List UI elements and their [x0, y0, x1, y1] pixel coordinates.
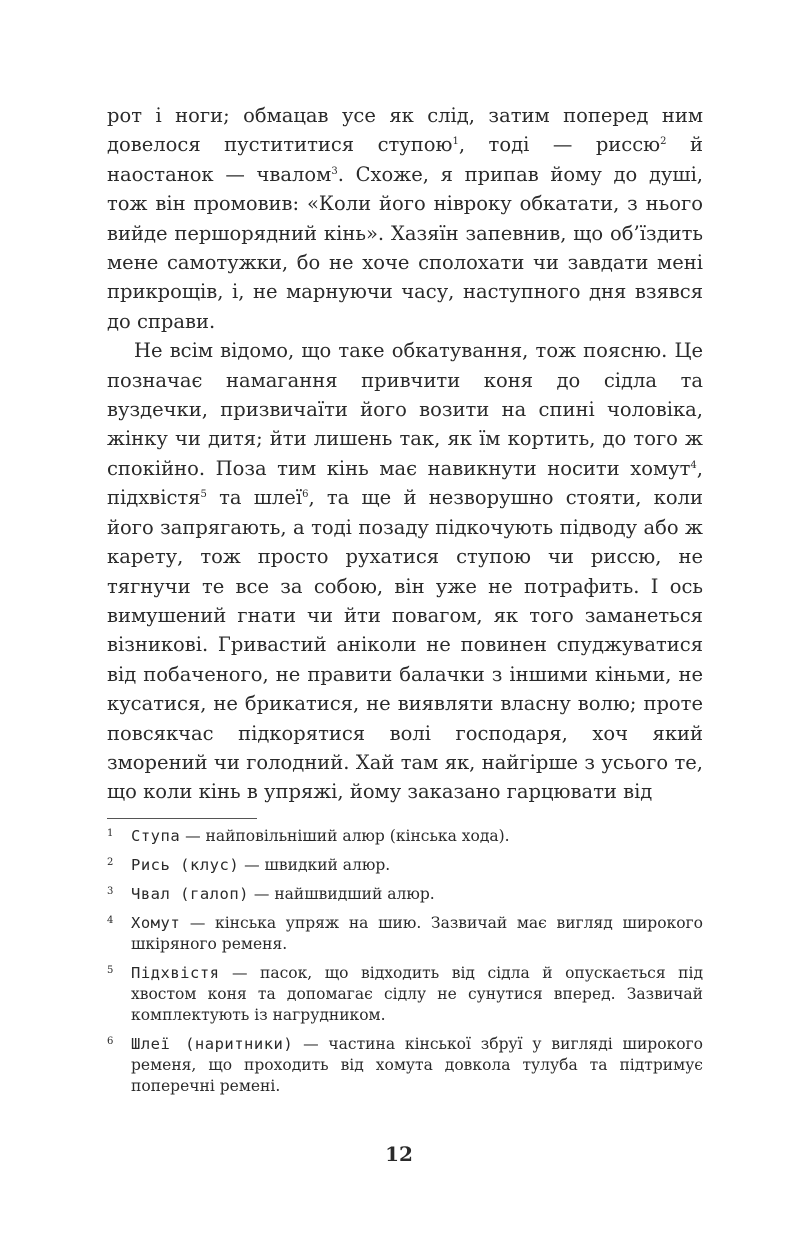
footnote-number: 1 — [107, 828, 114, 839]
footnote-text: — швидкий алюр. — [239, 856, 391, 874]
footnote-ref: 1 — [452, 136, 459, 148]
footnote-separator — [107, 818, 257, 819]
text-run: Не всім відомо, що таке обкатування, тож поясню. Це позначає намагання привчити коня до сідла та вуздечки, призвичаїти його возити на спині чоловіка, жінку чи дитя; йти лишень так, як їм кортить, до того ж спокійно. Поза тим кінь має навикнути носити хомут — [107, 339, 703, 480]
footnote-text: — найповільніший алюр (кінська хода). — [180, 827, 510, 845]
text-run: й наостанок — чвалом — [107, 133, 703, 186]
paragraph-2 — [107, 336, 703, 807]
footnote-4 — [107, 913, 703, 955]
footnote-term: Чвал (галоп) — [131, 885, 249, 903]
footnote-6 — [107, 1034, 703, 1097]
footnote-text: — найшвидший алюр. — [248, 885, 435, 903]
footnote-term: Хомут — [131, 914, 181, 932]
footnote-2 — [107, 855, 703, 876]
footnotes — [107, 826, 703, 1105]
footnote-number: 2 — [107, 857, 114, 868]
text-run: рот і ноги; обмацав усе як слід, затим поперед ним довелося пустититися ступою — [107, 104, 703, 157]
footnote-5 — [107, 963, 703, 1026]
page-number: 12 — [385, 1142, 413, 1166]
footnote-number: 4 — [107, 915, 114, 926]
footnote-3 — [107, 884, 703, 905]
footnote-ref: 4 — [690, 459, 697, 471]
footnote-number: 6 — [107, 1036, 114, 1047]
footnote-number: 3 — [107, 886, 114, 897]
footnote-text: — частина кінської збруї у вигляді широкого ременя, що проходить від хомута довкола тулуба та підтримує поперечні ремені. — [131, 1035, 704, 1095]
footnote-term: Підхвістя — [131, 964, 220, 982]
text-run: та шлеї — [206, 486, 303, 510]
footnote-text: — кінська упряж на шию. Зазвичай має вигляд широкого шкіряного ременя. — [131, 914, 703, 953]
paragraph-1 — [107, 101, 703, 336]
text-run: , підхвістя — [107, 456, 703, 510]
footnote-number: 5 — [107, 965, 114, 976]
footnote-ref: 3 — [331, 165, 338, 177]
footnote-text: — пасок, що відходить від сідла й опускається під хвостом коня та допомагає сідлу не сунутися вперед. Зазвичай комплектують із нагрудником. — [131, 964, 703, 1024]
footnote-ref: 5 — [200, 489, 207, 501]
footnote-ref: 2 — [660, 136, 667, 148]
footnote-term: Шлеї (наритники) — [131, 1035, 294, 1053]
text-run: . Схоже, я припав йому до душі, тож він промовив: «Коли його нівроку обкатати, з нього вийде першорядний кінь». Хазяїн запевнив, що об’їздить мене самотужки, бо не хоче сполохати чи завдати мені прикрощів, і, не марнуючи часу, наступного дня взявся до справи. — [107, 162, 703, 333]
footnote-term: Рись (клус) — [131, 856, 240, 874]
text-run: , та ще й незворушно стояти, коли його запрягають, а тоді позаду підкочують підводу або ж карету, тож просто рухатися ступою чи риссю, не тягнучи те все за собою, він уже не потрафить. І ось вимушений гнати чи йти повагом, як того заманеться візникові. Гривастий аніколи не повинен спуджуватися від побаченого, не правити балачки з іншими кіньми, не кусатися, не брикатися, не виявляти власну волю; проте повсякчас підкорятися волі господаря, хоч який зморений чи голодний. Хай там як, найгірше з усього те, що коли кінь в упряжі, йому заказано гарцювати від — [107, 486, 703, 804]
footnote-1 — [107, 826, 703, 847]
footnote-term: Ступа — [131, 827, 181, 845]
main-text — [107, 101, 703, 807]
footnote-ref: 6 — [302, 489, 309, 501]
text-run: , тоді — риссю — [458, 133, 661, 157]
